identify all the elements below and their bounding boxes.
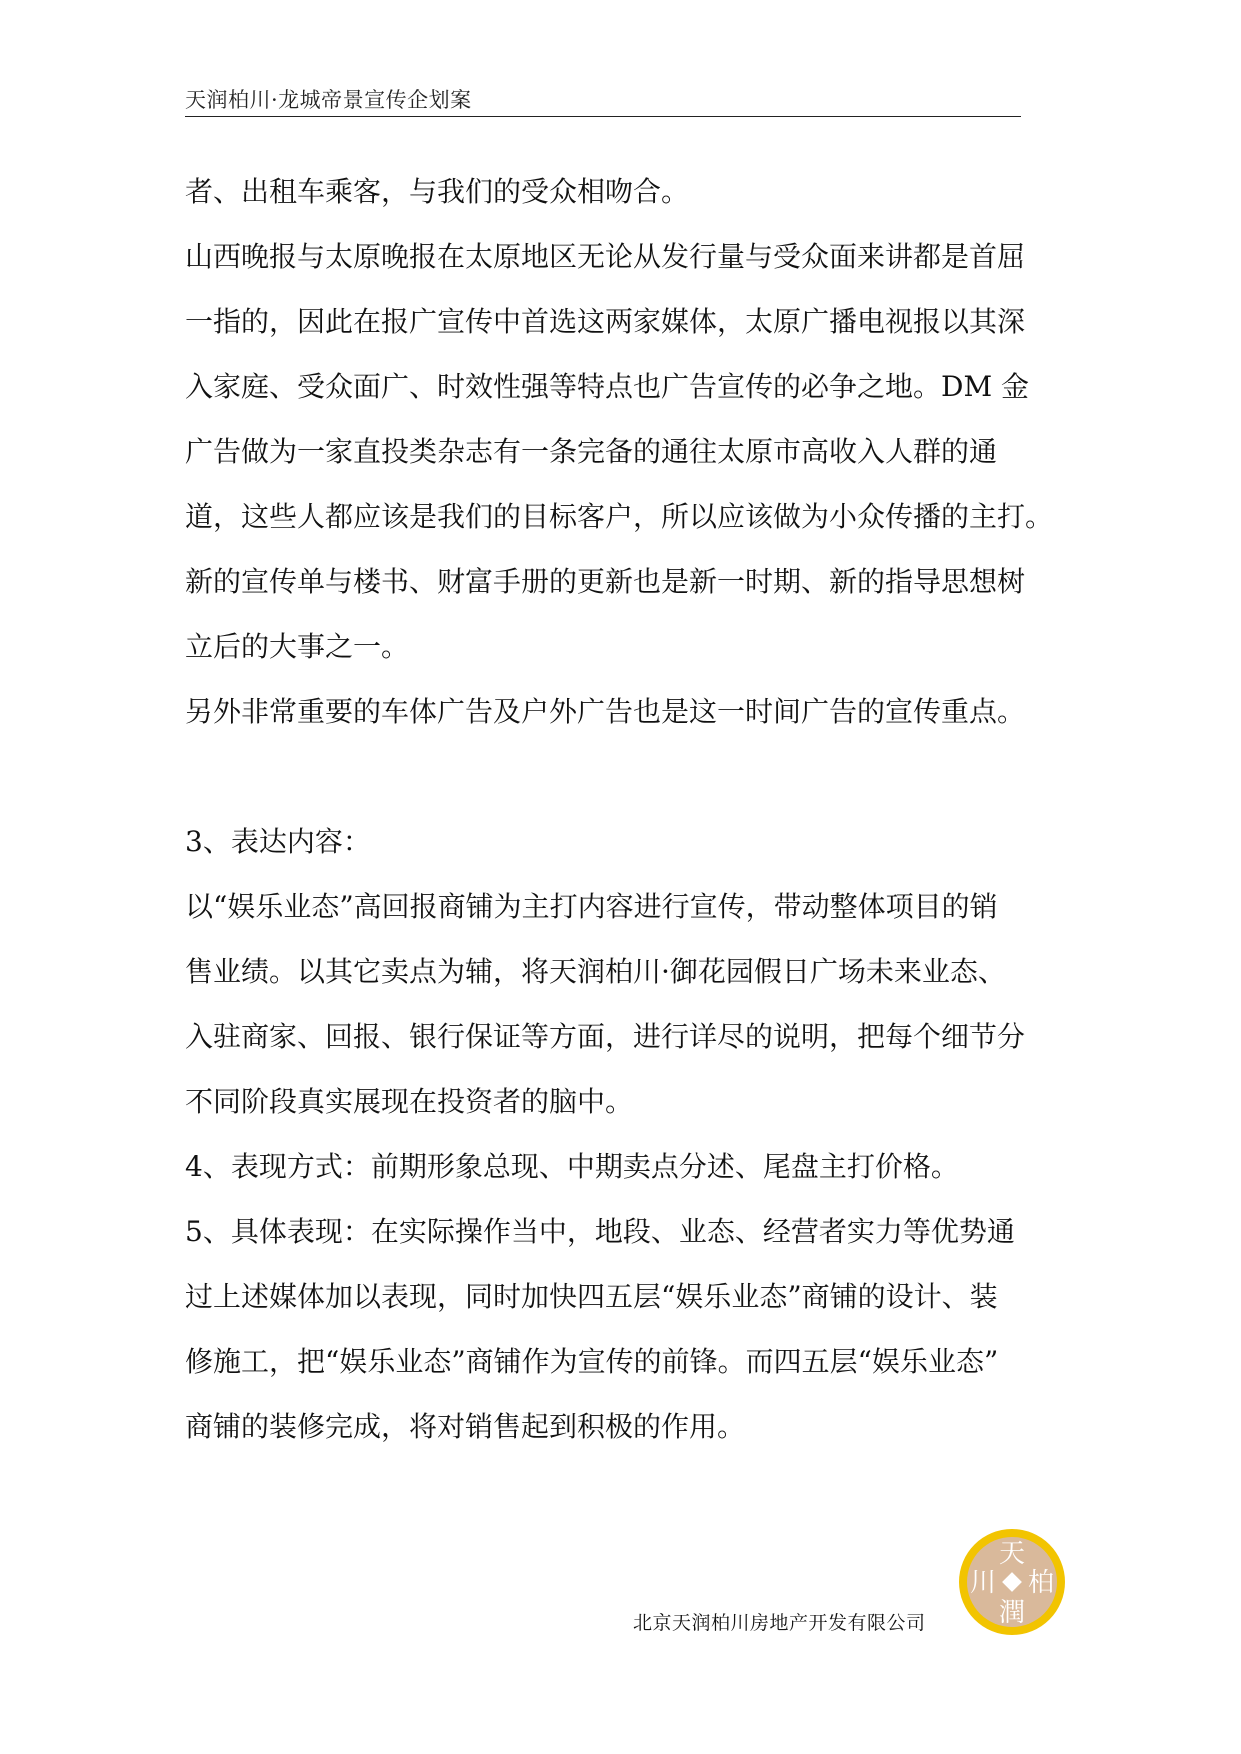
logo-char-top: 天 bbox=[998, 1539, 1026, 1569]
text-line: 入家庭、受众面广、时效性强等特点也广告宣传的必争之地。DM 金 bbox=[185, 370, 1030, 403]
text-line: 以“娱乐业态”高回报商铺为主打内容进行宣传，带动整体项目的销 bbox=[185, 890, 998, 923]
text-line: 道，这些人都应该是我们的目标客户，所以应该做为小众传播的主打。 bbox=[185, 500, 1054, 533]
text-line: 过上述媒体加以表现，同时加快四五层“娱乐业态”商铺的设计、装 bbox=[185, 1280, 998, 1313]
text-line: 山西晚报与太原晚报在太原地区无论从发行量与受众面来讲都是首屈 bbox=[185, 240, 1026, 273]
logo-char-bottom: 潤 bbox=[998, 1598, 1026, 1628]
paragraph bbox=[185, 159, 1065, 224]
section-heading bbox=[185, 809, 1065, 874]
document-body bbox=[185, 159, 1065, 1459]
text-line: 一指的，因此在报广宣传中首选这两家媒体，太原广播电视报以其深 bbox=[185, 305, 1026, 338]
text-line: 另外非常重要的车体广告及户外广告也是这一时间广告的宣传重点。 bbox=[185, 695, 1026, 728]
company-logo bbox=[958, 1528, 1066, 1636]
text-line: 新的宣传单与楼书、财富手册的更新也是新一时期、新的指导思想树 bbox=[185, 565, 1026, 598]
text-line: 5、具体表现：在实际操作当中，地段、业态、经营者实力等优势通 bbox=[185, 1215, 1015, 1248]
text-line: 3、表达内容： bbox=[185, 825, 371, 858]
text-line: 4、表现方式：前期形象总现、中期卖点分述、尾盘主打价格。 bbox=[185, 1150, 959, 1183]
paragraph bbox=[185, 224, 1065, 679]
text-line: 售业绩。以其它卖点为辅，将天润柏川·御花园假日广场未来业态、 bbox=[185, 955, 1006, 988]
text-line: 广告做为一家直投类杂志有一条完备的通往太原市高收入人群的通 bbox=[185, 435, 998, 468]
blank-line bbox=[185, 744, 1065, 809]
paragraph bbox=[185, 874, 1065, 1134]
header-title: 天润柏川·龙城帝景宣传企划案 bbox=[185, 88, 472, 112]
paragraph bbox=[185, 679, 1065, 744]
paragraph bbox=[185, 1134, 1065, 1199]
text-line: 立后的大事之一。 bbox=[185, 630, 410, 663]
text-line: 者、出租车乘客，与我们的受众相吻合。 bbox=[185, 175, 690, 208]
text-line: 不同阶段真实展现在投资者的脑中。 bbox=[185, 1085, 634, 1118]
page-header bbox=[185, 84, 1021, 117]
text-line: 修施工，把“娱乐业态”商铺作为宣传的前锋。而四五层“娱乐业态” bbox=[185, 1345, 999, 1378]
text-line: 入驻商家、回报、银行保证等方面，进行详尽的说明，把每个细节分 bbox=[185, 1020, 1026, 1053]
paragraph bbox=[185, 1199, 1065, 1459]
logo-char-right: 柏 bbox=[1027, 1568, 1055, 1598]
logo-char-left: 川 bbox=[969, 1568, 997, 1598]
text-line: 商铺的装修完成，将对销售起到积极的作用。 bbox=[185, 1410, 746, 1443]
footer-company-name: 北京天润柏川房地产开发有限公司 bbox=[633, 1612, 926, 1634]
